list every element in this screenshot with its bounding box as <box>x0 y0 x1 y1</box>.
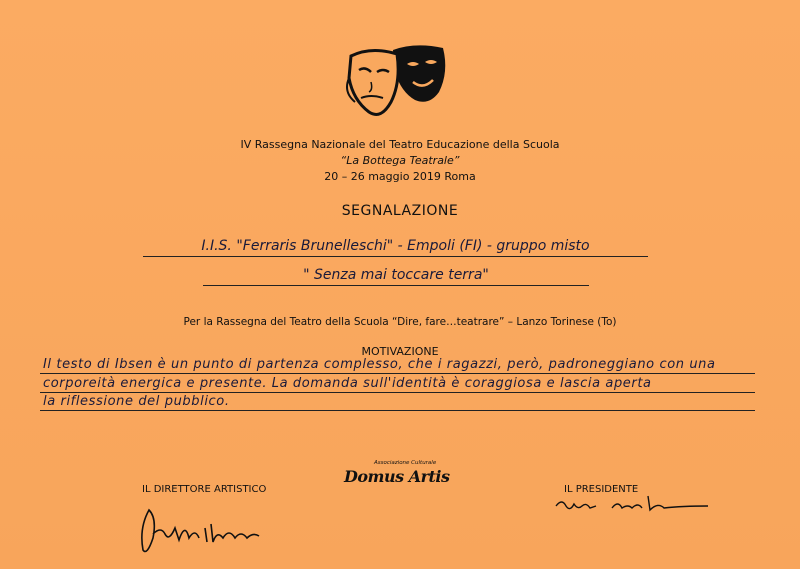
motivazione-label: MOTIVAZIONE <box>361 345 439 358</box>
event-subtitle: “La Bottega Teatrale” <box>340 154 460 167</box>
director-label: IL DIRETTORE ARTISTICO <box>142 484 267 495</box>
event-dates: 20 – 26 maggio 2019 Roma <box>324 170 476 183</box>
theatre-masks-icon <box>345 42 451 120</box>
event-title: IV Rassegna Nazionale del Teatro Educazione della Scuola <box>240 138 560 151</box>
show-title: " Senza mai toccare terra" <box>203 267 589 286</box>
rassegna-note: Per la Rassegna del Teatro della Scuola “Dire, fare…teatrare” – Lanzo Torinese (To) <box>183 316 617 328</box>
school-name: I.I.S. "Ferraris Brunelleschi" - Empoli (FI) - gruppo misto <box>143 238 648 257</box>
domus-artis-logo <box>330 456 470 496</box>
motivazione-line: la riflessione del pubblico. <box>40 394 755 411</box>
logo-subtitle: Associazione Culturale <box>374 460 437 466</box>
president-signature <box>552 492 712 517</box>
director-signature <box>135 498 270 558</box>
motivazione-line: Il testo di Ibsen è un punto di partenza complesso, che i ragazzi, però, padroneggiano con una <box>40 357 755 374</box>
motivazione-line: corporeità energica e presente. La domanda sull'identità è coraggiosa e lascia aperta <box>40 376 755 393</box>
page-title: SEGNALAZIONE <box>341 203 459 219</box>
logo-name: Domus Artis <box>344 467 450 486</box>
president-label: IL PRESIDENTE <box>564 484 639 495</box>
